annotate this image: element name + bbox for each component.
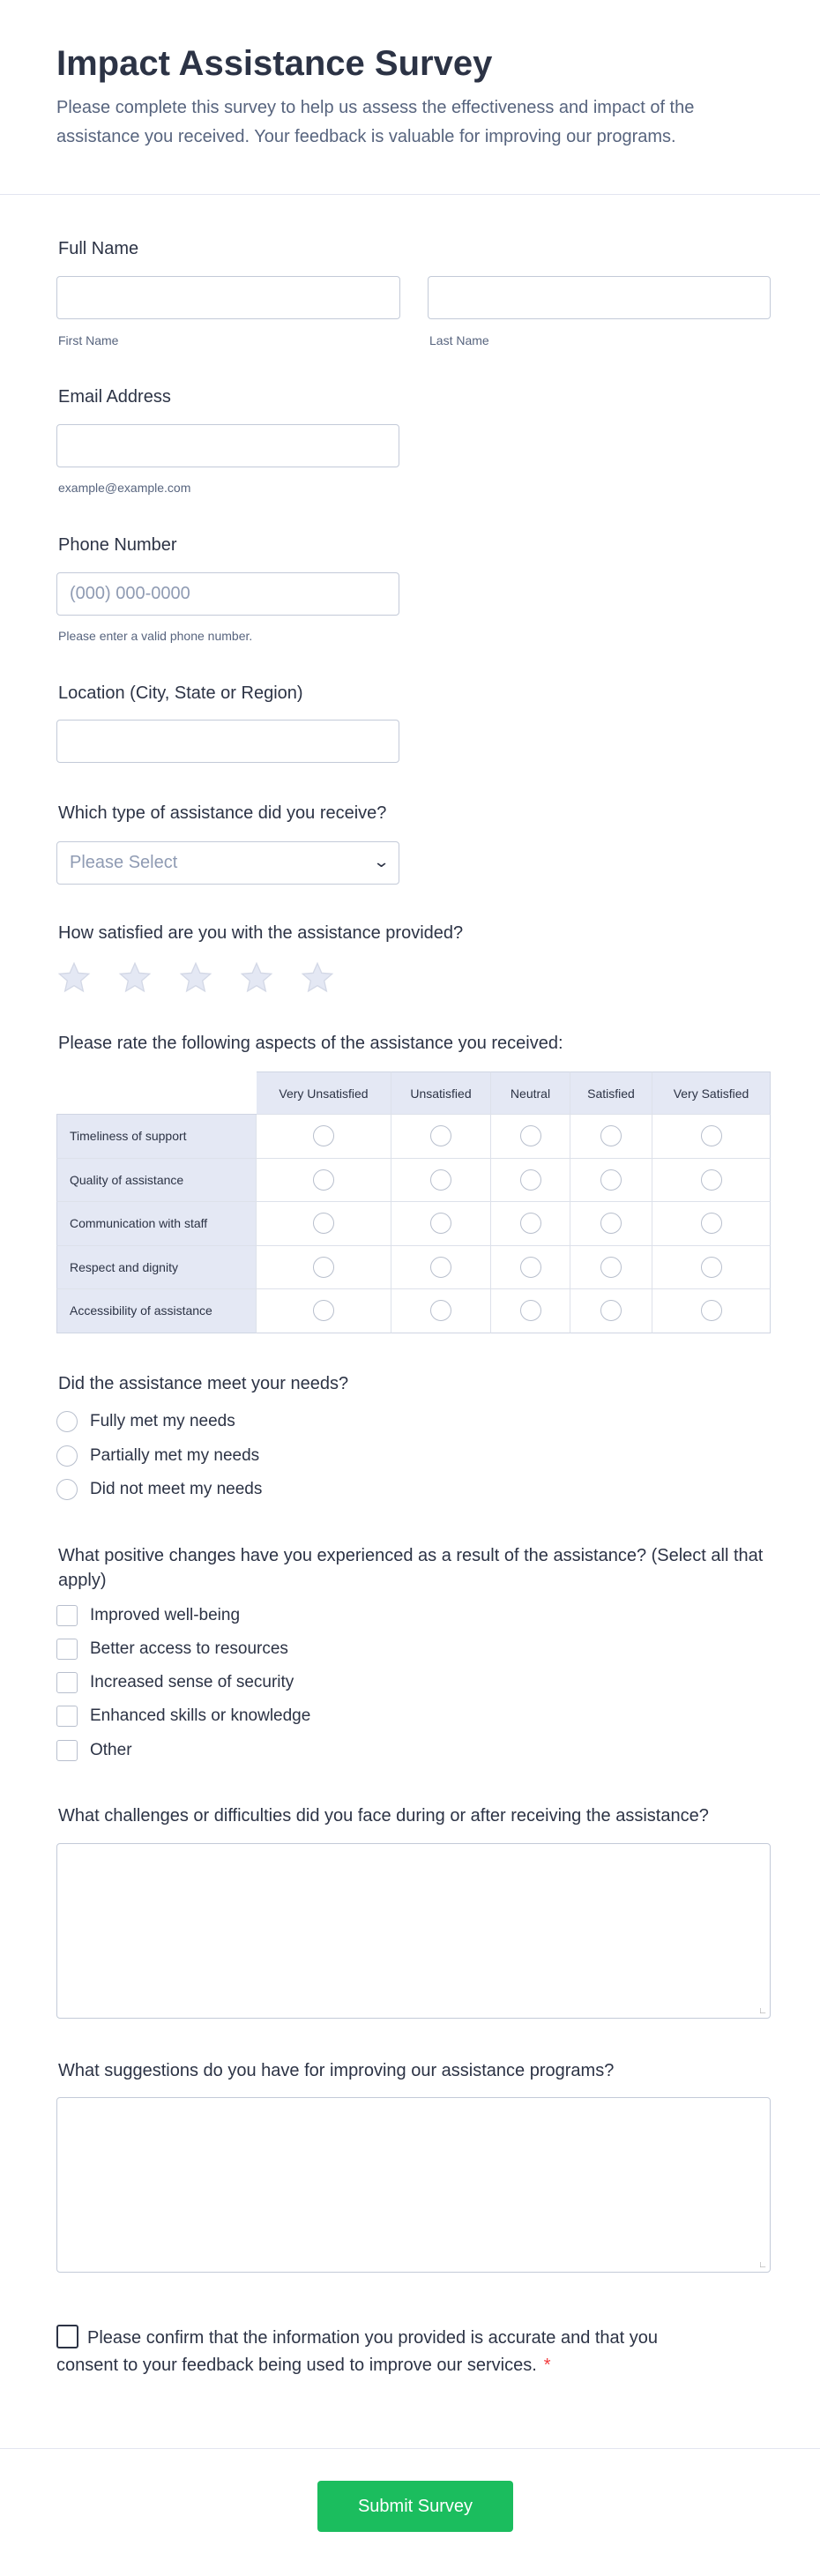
radio-button[interactable] [430,1213,451,1234]
matrix-label: Please rate the following aspects of the assistance you received: [58,1034,563,1053]
radio-button[interactable] [430,1257,451,1278]
column-header: Satisfied [570,1071,652,1115]
radio-button[interactable] [56,1445,78,1467]
chevron-down-icon: ⌄ [372,853,391,870]
radio-button[interactable] [701,1213,722,1234]
resize-handle-icon[interactable]: ∟ [758,2260,767,2270]
matrix-cell[interactable] [570,1115,652,1159]
email-hint: example@example.com [58,481,191,495]
matrix-cell[interactable] [257,1159,391,1203]
needs-label: Did the assistance meet your needs? [58,1374,349,1393]
radio-button[interactable] [313,1125,334,1146]
challenges-textarea[interactable] [56,1843,771,2019]
radio-button[interactable] [430,1300,451,1321]
matrix-cell[interactable] [257,1289,391,1333]
phone-label: Phone Number [58,535,177,555]
radio-button[interactable] [600,1169,622,1191]
changes-option[interactable]: Increased sense of security [56,1672,294,1693]
star-icon[interactable] [56,960,92,996]
rating-label: How satisfied are you with the assistance provided? [58,923,464,943]
radio-button[interactable] [600,1300,622,1321]
needs-option[interactable]: Did not meet my needs [56,1479,262,1500]
assistance-type-select[interactable] [56,841,399,885]
matrix-cell[interactable] [491,1289,570,1333]
radio-button[interactable] [701,1169,722,1191]
divider [0,2448,820,2449]
matrix-cell[interactable] [570,1289,652,1333]
needs-option[interactable]: Fully met my needs [56,1411,235,1432]
matrix-cell[interactable] [652,1246,771,1290]
divider [0,194,820,195]
location-input[interactable] [56,720,399,763]
row-label: Timeliness of support [56,1115,257,1159]
changes-label: What positive changes have you experienced as a result of the assistance? (Select all that apply) [58,1546,764,1590]
email-label: Email Address [58,387,171,407]
star-icon[interactable] [300,960,335,996]
checkbox[interactable] [56,1639,78,1660]
changes-option[interactable]: Enhanced skills or knowledge [56,1706,310,1727]
matrix-cell[interactable] [391,1115,491,1159]
matrix-cell[interactable] [570,1246,652,1290]
resize-handle-icon[interactable]: ∟ [758,2006,767,2016]
checkbox[interactable] [56,1605,78,1626]
radio-button[interactable] [520,1213,541,1234]
changes-option[interactable]: Improved well-being [56,1605,240,1626]
radio-button[interactable] [56,1479,78,1500]
matrix-cell[interactable] [391,1202,491,1246]
radio-button[interactable] [520,1257,541,1278]
star-icon[interactable] [178,960,213,996]
row-label: Quality of assistance [56,1159,257,1203]
checkbox[interactable] [56,1740,78,1761]
matrix-cell[interactable] [491,1115,570,1159]
radio-button[interactable] [430,1125,451,1146]
matrix-cell[interactable] [257,1115,391,1159]
radio-button[interactable] [520,1125,541,1146]
first-name-sublabel: First Name [58,333,119,347]
page-title: Impact Assistance Survey [56,44,493,83]
radio-button[interactable] [600,1125,622,1146]
matrix-cell[interactable] [570,1202,652,1246]
star-icon[interactable] [117,960,153,996]
matrix-row [56,1289,771,1333]
radio-button[interactable] [701,1300,722,1321]
location-label: Location (City, State or Region) [58,683,303,703]
required-asterisk: * [543,2356,551,2375]
email-input[interactable] [56,424,399,467]
radio-button[interactable] [701,1125,722,1146]
radio-button[interactable] [313,1300,334,1321]
matrix-cell[interactable] [570,1159,652,1203]
column-header: Unsatisfied [391,1071,491,1115]
consent-checkbox[interactable] [56,2325,78,2348]
matrix-cell[interactable] [391,1159,491,1203]
matrix-cell[interactable] [652,1159,771,1203]
row-label: Accessibility of assistance [56,1289,257,1333]
phone-hint: Please enter a valid phone number. [58,629,253,643]
row-label: Communication with staff [56,1202,257,1246]
last-name-sublabel: Last Name [429,333,489,347]
radio-button[interactable] [56,1411,78,1432]
matrix-cell[interactable] [491,1159,570,1203]
suggestions-label: What suggestions do you have for improving our assistance programs? [58,2061,615,2080]
select-placeholder: Please Select [70,853,178,872]
first-name-input[interactable] [56,276,400,319]
radio-button[interactable] [313,1213,334,1234]
matrix-cell[interactable] [257,1246,391,1290]
radio-button[interactable] [520,1300,541,1321]
matrix-cell[interactable] [391,1289,491,1333]
matrix-row [56,1202,771,1246]
radio-button[interactable] [600,1257,622,1278]
page-description: Please complete this survey to help us assess the effectiveness and impact of the assistance you received. Your feedback is valuable for improving our programs. [56,98,695,146]
radio-button[interactable] [313,1257,334,1278]
star-icon[interactable] [239,960,274,996]
column-header: Very Satisfied [652,1071,771,1115]
matrix-cell[interactable] [652,1289,771,1333]
submit-button[interactable]: Submit Survey [317,2481,513,2532]
matrix-cell[interactable] [391,1246,491,1290]
matrix-row [56,1159,771,1203]
matrix-cell[interactable] [257,1202,391,1246]
matrix-header [56,1071,771,1115]
matrix-cell[interactable] [491,1202,570,1246]
phone-input[interactable] [56,572,399,616]
checkbox[interactable] [56,1672,78,1693]
matrix-cell[interactable] [491,1246,570,1290]
matrix-row [56,1115,771,1159]
suggestions-textarea[interactable] [56,2097,771,2273]
rating-matrix [56,1071,771,1333]
consent-text: Please confirm that the information you provided is accurate and that you consent to your feedback being used to improve our services. [56,2328,659,2375]
assistance-type-label: Which type of assistance did you receive? [58,803,387,823]
changes-option[interactable]: Better access to resources [56,1639,288,1660]
column-header: Very Unsatisfied [257,1071,391,1115]
needs-option[interactable]: Partially met my needs [56,1445,259,1467]
matrix-row [56,1246,771,1290]
consent-field [56,2325,691,2379]
phone-placeholder: (000) 000-0000 [70,584,190,603]
changes-option[interactable]: Other [56,1740,132,1761]
matrix-cell[interactable] [652,1202,771,1246]
row-label: Respect and dignity [56,1246,257,1290]
radio-button[interactable] [600,1213,622,1234]
radio-button[interactable] [430,1169,451,1191]
radio-button[interactable] [313,1169,334,1191]
matrix-cell[interactable] [652,1115,771,1159]
full-name-label: Full Name [58,239,139,258]
radio-button[interactable] [701,1257,722,1278]
last-name-input[interactable] [428,276,771,319]
column-header: Neutral [491,1071,570,1115]
challenges-label: What challenges or difficulties did you face during or after receiving the assistance? [58,1806,709,1826]
checkbox[interactable] [56,1706,78,1727]
radio-button[interactable] [520,1169,541,1191]
star-rating [56,960,335,996]
